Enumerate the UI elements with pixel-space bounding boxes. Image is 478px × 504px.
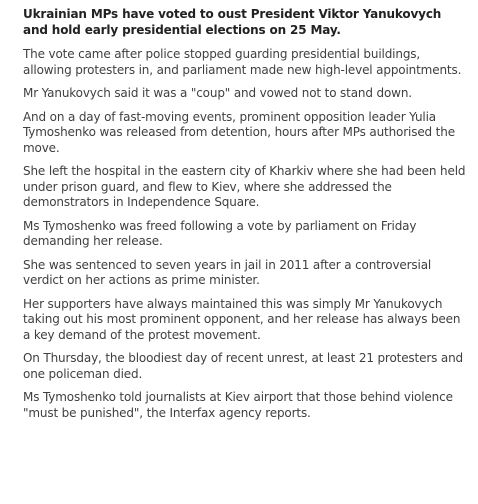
article-lead: Ukrainian MPs have voted to oust President Viktor Yanukovych and hold early presidential elections on 25 May. (23, 7, 442, 37)
article-paragraph: She left the hospital in the eastern city of Kharkiv where she had been held under prison guard, and flew to Kiev, where she addressed the demonstrators in Independence Square. (23, 164, 466, 209)
article-paragraph: Her supporters have always maintained this was simply Mr Yanukovych taking out his most prominent opponent, and her release has always been a key demand of the protest movement. (23, 296, 461, 342)
article-body (23, 7, 468, 429)
article-paragraph: Ms Tymoshenko was freed following a vote by parliament on Friday demanding her release. (23, 218, 417, 248)
article-paragraph: On Thursday, the bloodiest day of recent unrest, at least 21 protesters and one policeman died. (23, 351, 463, 381)
article-paragraph: The vote came after police stopped guarding presidential buildings, allowing protesters in, and parliament made new high-level appointments. (23, 47, 462, 77)
article-paragraph: Mr Yanukovych said it was a "coup" and vowed not to stand down. (23, 86, 412, 100)
article-paragraph: Ms Tymoshenko told journalists at Kiev airport that those behind violence "must be punished", the Interfax agency reports. (23, 390, 453, 420)
article-paragraph: And on a day of fast-moving events, prominent opposition leader Yulia Tymoshenko was released from detention, hours after MPs authorised the move. (23, 109, 455, 155)
article-paragraph: She was sentenced to seven years in jail in 2011 after a controversial verdict on her actions as prime minister. (23, 257, 432, 287)
